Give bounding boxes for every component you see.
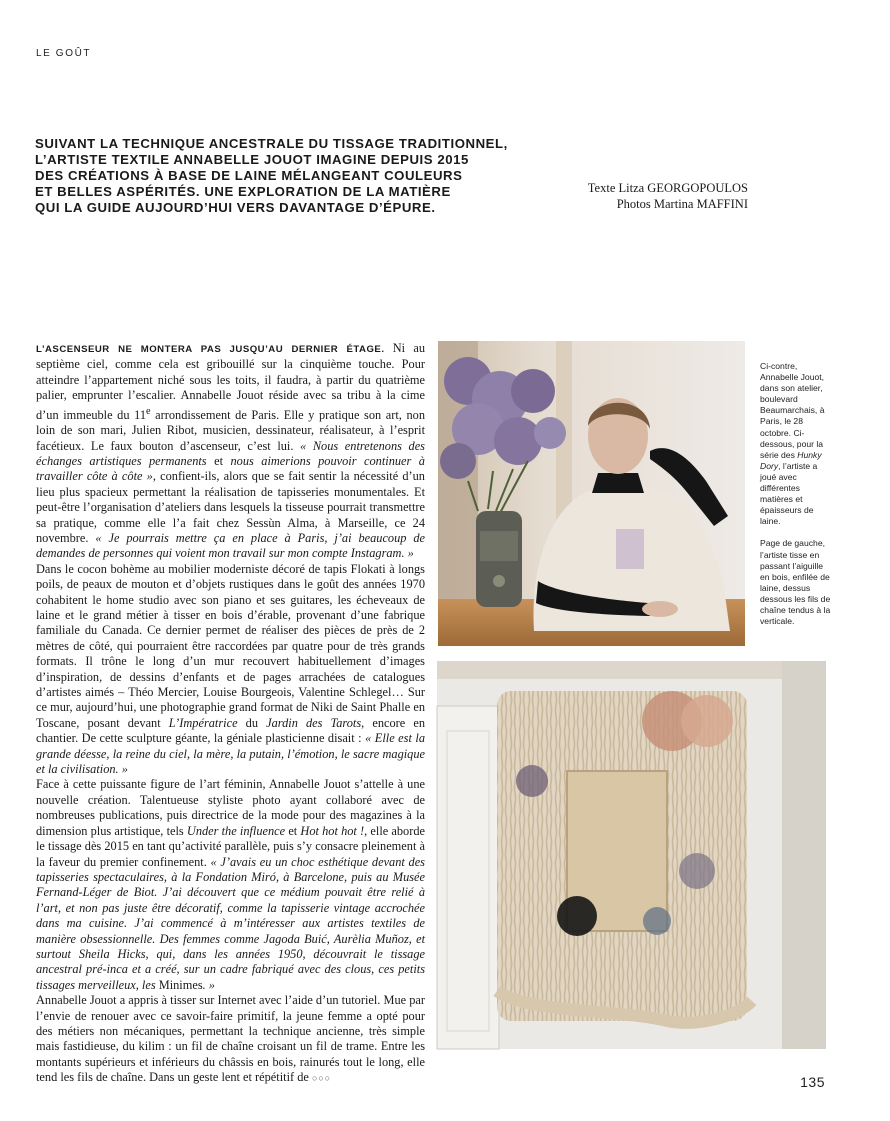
text-run: , l’artiste a joué avec différentes matières et épaisseurs de laine. [760,460,818,527]
continues-marker: ○○○ [311,1073,332,1084]
quote: « Je pourrais mettre ça en place à Paris, j’ai beaucoup de demandes de personnes qui voient mon travail sur mon compte Instagram. » [36,530,426,561]
magazine-title: Hot hot hot ! [300,823,365,838]
intro-deck [35,136,508,216]
text-credit: Texte Litza GEORGOPOULOS [587,181,748,195]
intro-line: QUI LA GUIDE AUJOURD’HUI VERS DAVANTAGE D’ÉPURE. [35,200,436,215]
caption-paragraph [760,361,834,527]
text-run: , confient-ils, alors que se fait sentir la nécessité d’un lieu plus spacieux permettant la réalisation de tapisseries monumentales. Et peut-être l’organisation d’ateliers dans lesquels la tisseuse pourrait transmettre sa pratique, comme elle l’a fait chez Sessùn Alma, à Marseille, ce 24 novembre. [36,469,425,545]
intro-line: DES CRÉATIONS À BASE DE LAINE MÉLANGEANT COULEURS [35,168,463,183]
text-run: Face à cette puissante figure de l’art féminin, Annabelle Jouot s’attelle à une nouvelle création. Talentueuse styliste photo ayant collaboré avec de nombreuses publications, puis directrice de la mode pour des magazines à la dimension plus artistique, tels [36,777,425,838]
wool-tapestry [497,691,752,1023]
photo-credit: Photos Martina MAFFINI [616,197,748,211]
intro-line: ET BELLES ASPÉRITÉS. UNE EXPLORATION DE LA MATIÈRE [35,184,451,199]
text-run: , encore en chantier. De cette sculpture géante, la géniale plasticienne disait : [36,715,425,746]
text-run: et [206,453,231,468]
intro-line: SUIVANT LA TECHNIQUE ANCESTRALE DU TISSAGE TRADITIONNEL, [35,136,508,151]
caption-paragraph: Page de gauche, l’artiste tisse en passant l’aiguille en bois, enfilée de laine, dessus dessous les fils de chaîne tendus à la verticale. [760,538,831,627]
quote: nous aimerions pouvoir continuer à travailler côte à côte » [36,453,425,484]
quote: « Elle est la grande déesse, la reine du ciel, la mère, la putain, l’émotion, le sacre magique et la civilisation. » [36,731,426,777]
text-run: Minimes [158,977,203,992]
text-run: e [146,405,151,417]
photo-caption [760,361,834,627]
paragraph [36,777,425,993]
text-run: Annabelle Jouot a appris à tisser sur Internet avec l’aide d’un tutoriel. Mue par l’envie de renouer avec ce savoir-faire primitif, la jeune femme a opté pour des métiers non mécaniques, permettant la technique ancienne, très simple mais fastidieuse, du kilim : un fil de chaîne croisant un fil de trame. Entre les montants supérieurs et inférieurs du châssis en bois, rainurés tout le long, elle tend les fils de chaîne. Dans un geste lent et répétitif de [36,993,425,1085]
artwork-title: Jardin des Tarots [266,715,362,730]
door [437,706,499,1049]
paragraph [36,341,425,562]
quote: . » [202,977,215,992]
paragraph [36,562,425,778]
quote: « Nous entretenons des échanges artistiques permanents [36,438,425,468]
tapestry-photo [437,661,826,1049]
portrait-illustration [438,341,745,646]
ceramic-vase [476,511,522,607]
text-run: du [237,715,267,730]
quote: « J’avais eu un choc esthétique devant des tapisseries spectaculaires, à la Fondation Miró, à Barcelone, puis au Musée Fernand-Léger de Biot. J’ai découvert que ce médium pouvait être relié à l’art, et non pas juste être décoratif, comme la tapisserie vintage accrochée dans ma cuisine. J’ai commencé à m’intéresser aux artistes textiles de manière obsessionnelle. Des femmes comme Jagoda Buić, Aurèlia Muñoz, et surtout Sheila Hicks, qui, dans les années 1950, découvrait le tissage ancestral pré-inca et a créé, sur un cadre fabriqué avec des clous, ces petits tissages merveilleux, les [36,854,425,992]
lead-in: L’ASCENSEUR NE MONTERA PAS JUSQU’AU DERNIER ÉTAGE. [36,344,385,355]
text-run: arrondissement de Paris. Elle y pratique son art, non loin de son mari, Julien Ribot, musicien, dessinateur, réalisateur, à l’esprit facétieux. Le faux bouton d’ascenseur, c’est lui. [36,407,425,453]
artwork-title: L’Impératrice [168,715,238,730]
paragraph [36,993,425,1086]
tapestry-illustration [437,661,826,1049]
text-run: Dans le cocon bohème au mobilier moderniste décoré de tapis Flokati à longs poils, de peaux de mouton et d’objets rustiques dans le goût des années 1970 cohabitent le home studio avec son piano et ses guitares, les écheveaux de laine et le grand métier à tisser en bois d’érable, provenant d’une fabrique familiale du Canada. Ce dernier permet de réaliser des pièces de près de 2 mètres de côté, qui pourraient être raccordées par quatre pour de très grands formats. Il trône le long d’un mur recouvert habituellement d’images d’inspiration, de dessins d’enfants et de pages arrachées de catalogues d’artistes aimés – Théo Mercier, Louise Bourgeois, Valentine Schlegel… Sur ce mur, aujourd’hui, une photographie grand format de Niki de Saint Phalle en Toscane, posant devant [36,561,425,730]
credits [588,180,748,212]
text-run: , elle aborde le tissage dès 2015 en tant qu’activité parallèle, puis s’y consacre pleinement à la faveur du premier confinement. [36,823,425,869]
text-run: Ni au septième ciel, comme cela est gribouillé sur la cinquième touche. Pour atteindre l’appartement niché sous les toits, il faudra, à partir du quatrième palier, emprunter l’escalier. Annabelle Jouot réside avec sa tribu à la cime d’un immeuble du 11 [36,341,425,422]
intro-line: L’ARTISTE TEXTILE ANNABELLE JOUOT IMAGINE DEPUIS 2015 [35,152,469,167]
article-body [36,341,426,1085]
text-run: Ci-contre, Annabelle Jouot, dans son atelier, boulevard Beaumarchais, à Paris, le 28 octobre. Ci-dessous, pour la série des [760,361,825,460]
text-run: et [285,823,301,838]
portrait-photo [438,341,745,646]
magazine-title: Under the influence [186,823,286,838]
section-label: LE GOÛT [36,48,92,59]
page-number: 135 [800,1074,825,1090]
series-title: Hunky Dory [760,449,822,471]
